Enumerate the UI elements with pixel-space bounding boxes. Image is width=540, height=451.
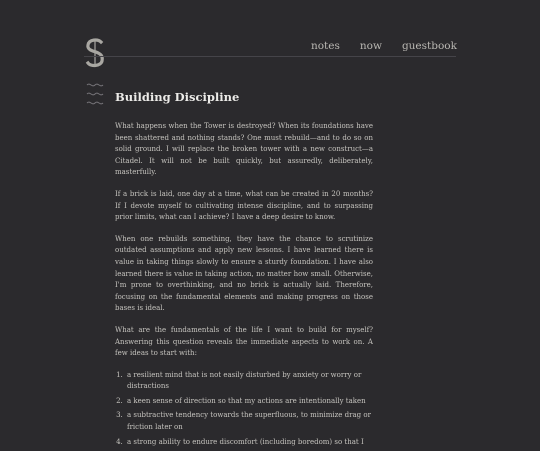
list-item: 1. a resilient mind that is not easily disturbed by anxiety or worry or distractions xyxy=(125,370,373,393)
sidebar-flourishes xyxy=(86,82,104,106)
site-logo[interactable] xyxy=(84,38,106,68)
top-nav xyxy=(311,40,457,52)
ornamental-flourish-icon xyxy=(86,100,104,106)
paragraph: What are the fundamentals of the life I want to build for myself? Answering this question reveals the immediate aspects to work on. A few ideas to start with: xyxy=(115,325,373,358)
stylized-s-logo-icon xyxy=(84,38,106,68)
list-item: 4. a strong ability to endure discomfort (including boredom) so that I xyxy=(125,437,373,449)
ideas-list xyxy=(115,370,373,449)
ornamental-flourish-icon xyxy=(86,82,104,88)
article xyxy=(115,90,373,451)
paragraph: What happens when the Tower is destroyed? When its foundations have been shattered and nothing stands? One must rebuild—and to do so on solid ground. I will replace the broken tower with a new construct—a Citadel. It will not be built quickly, but assuredly, deliberately, masterfully. xyxy=(115,122,373,177)
list-item: 2. a keen sense of direction so that my actions are intentionally taken xyxy=(125,396,373,408)
paragraph: When one rebuilds something, they have the chance to scrutinize outdated assumptions and apply new lessons. I have learned there is value in taking things slowly to ensure a sturdy foundation. I have also learned there is value in taking action, no matter how small. Otherwise, I'm prone to overthinking, and no brick is actually laid. Therefore, focusing on the fundamental elements and making progress on those bases is ideal. xyxy=(115,234,373,313)
header-divider xyxy=(84,56,456,57)
nav-guestbook[interactable]: guestbook xyxy=(401,40,457,52)
nav-notes[interactable]: notes xyxy=(310,40,340,52)
nav-now[interactable]: now xyxy=(359,40,382,52)
ornamental-flourish-icon xyxy=(86,91,104,97)
list-item: 3. a subtractive tendency towards the superfluous, to minimize drag or friction later on xyxy=(125,410,373,433)
paragraph: If a brick is laid, one day at a time, what can be created in 20 months? If I devote myself to cultivating intense discipline, and to surpassing prior limits, what can I achieve? I have a deep desire to know. xyxy=(115,189,373,222)
page-title: Building Discipline xyxy=(115,90,240,104)
